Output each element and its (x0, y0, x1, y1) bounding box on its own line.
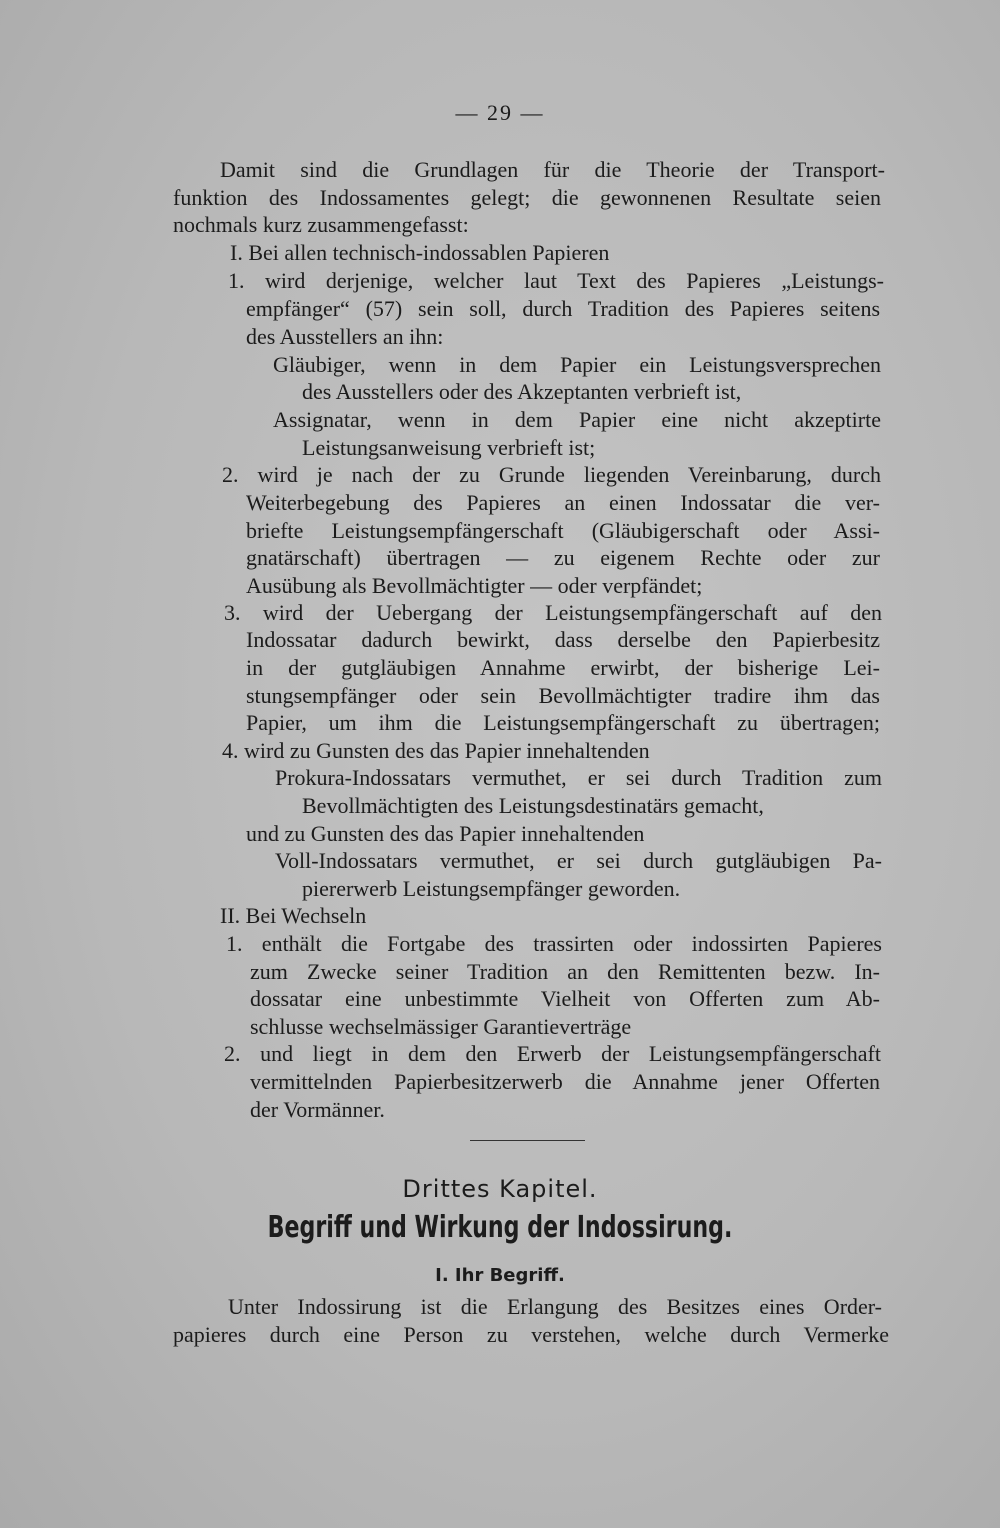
text-line: stungsempfänger oder sein Bevollmächtigter tradire ihm das (246, 683, 880, 708)
list-item: 1. enthält die Fortgabe des trassirten oder indossirten Papieres (226, 931, 882, 956)
text-line: Unter Indossirung ist die Erlangung des Besitzes eines Order- (228, 1294, 882, 1319)
text-line: Indossatar dadurch bewirkt, dass derselbe den Papierbesitz (246, 627, 880, 652)
section-divider (470, 1140, 585, 1141)
text-line: Leistungsanweisung verbrieft ist; (302, 435, 596, 460)
text-line: vermittelnden Papierbesitzerwerb die Annahme jener Offerten (250, 1069, 880, 1094)
text-line: Papier, um ihm die Leistungsempfängerschaft zu übertragen; (246, 710, 880, 735)
text-line: empfänger“ (57) sein soll, durch Tradition des Papieres seitens (246, 296, 880, 321)
text-line: papieres durch eine Person zu verstehen, welche durch Vermerke (173, 1322, 889, 1347)
list-heading: II. Bei Wechseln (220, 903, 367, 928)
list-item: 2. und liegt in dem den Erwerb der Leistungsempfängerschaft (224, 1041, 881, 1066)
chapter-label: Drittes Kapitel. (402, 1175, 598, 1203)
text-line: Gläubiger, wenn in dem Papier ein Leistungsversprechen (273, 352, 881, 377)
list-item: 2. wird je nach der zu Grunde liegenden Vereinbarung, durch (222, 462, 881, 487)
list-item: 4. wird zu Gunsten des das Papier innehaltenden (222, 738, 650, 763)
list-item: 1. wird derjenige, welcher laut Text des Papieres „Leistungs- (228, 268, 884, 293)
text-line: Ausübung als Bevollmächtigter — oder verpfändet; (246, 573, 703, 598)
text-line: nochmals kurz zusammengefasst: (173, 212, 469, 237)
chapter-title: Begriff und Wirkung der Indossirung. (267, 1210, 733, 1245)
text-line: dossatar eine unbestimmte Vielheit von Offerten zum Ab- (250, 986, 880, 1011)
section-title: I. Ihr Begriff. (435, 1265, 565, 1286)
text-line: Voll-Indossatars vermuthet, er sei durch gutgläubigen Pa- (275, 848, 882, 873)
text-line: Assignatar, wenn in dem Papier eine nicht akzeptirte (273, 407, 881, 432)
text-line: Bevollmächtigten des Leistungsdestinatärs gemacht, (302, 793, 764, 818)
text-line: funktion des Indossamentes gelegt; die gewonnenen Resultate seien (173, 185, 881, 210)
list-item: 3. wird der Uebergang der Leistungsempfängerschaft auf den (224, 600, 882, 625)
text-line: briefte Leistungsempfängerschaft (Gläubigerschaft oder Assi- (246, 518, 880, 543)
text-line: schlusse wechselmässiger Garantieverträge (250, 1014, 632, 1039)
text-line: des Ausstellers oder des Akzeptanten verbrieft ist, (302, 379, 742, 404)
text-line: der Vormänner. (250, 1097, 385, 1122)
text-line: Damit sind die Grundlagen für die Theorie der Transport- (220, 157, 885, 182)
text-line: Prokura-Indossatars vermuthet, er sei durch Tradition zum (275, 765, 882, 790)
text-line: zum Zwecke seiner Tradition an den Remittenten bezw. In- (250, 959, 880, 984)
text-line: und zu Gunsten des das Papier innehaltenden (246, 821, 645, 846)
text-line: Weiterbegebung des Papieres an einen Indossatar die ver- (246, 490, 880, 515)
text-line: in der gutgläubigen Annahme erwirbt, der bisherige Lei- (246, 655, 880, 680)
list-heading: I. Bei allen technisch-indossablen Papieren (230, 240, 610, 265)
page-number: — 29 — (455, 100, 545, 125)
text-line: gnatärschaft) übertragen — zu eigenem Rechte oder zur (246, 545, 880, 570)
text-line: des Ausstellers an ihn: (246, 324, 444, 349)
text-line: piererwerb Leistungsempfänger geworden. (302, 876, 681, 901)
